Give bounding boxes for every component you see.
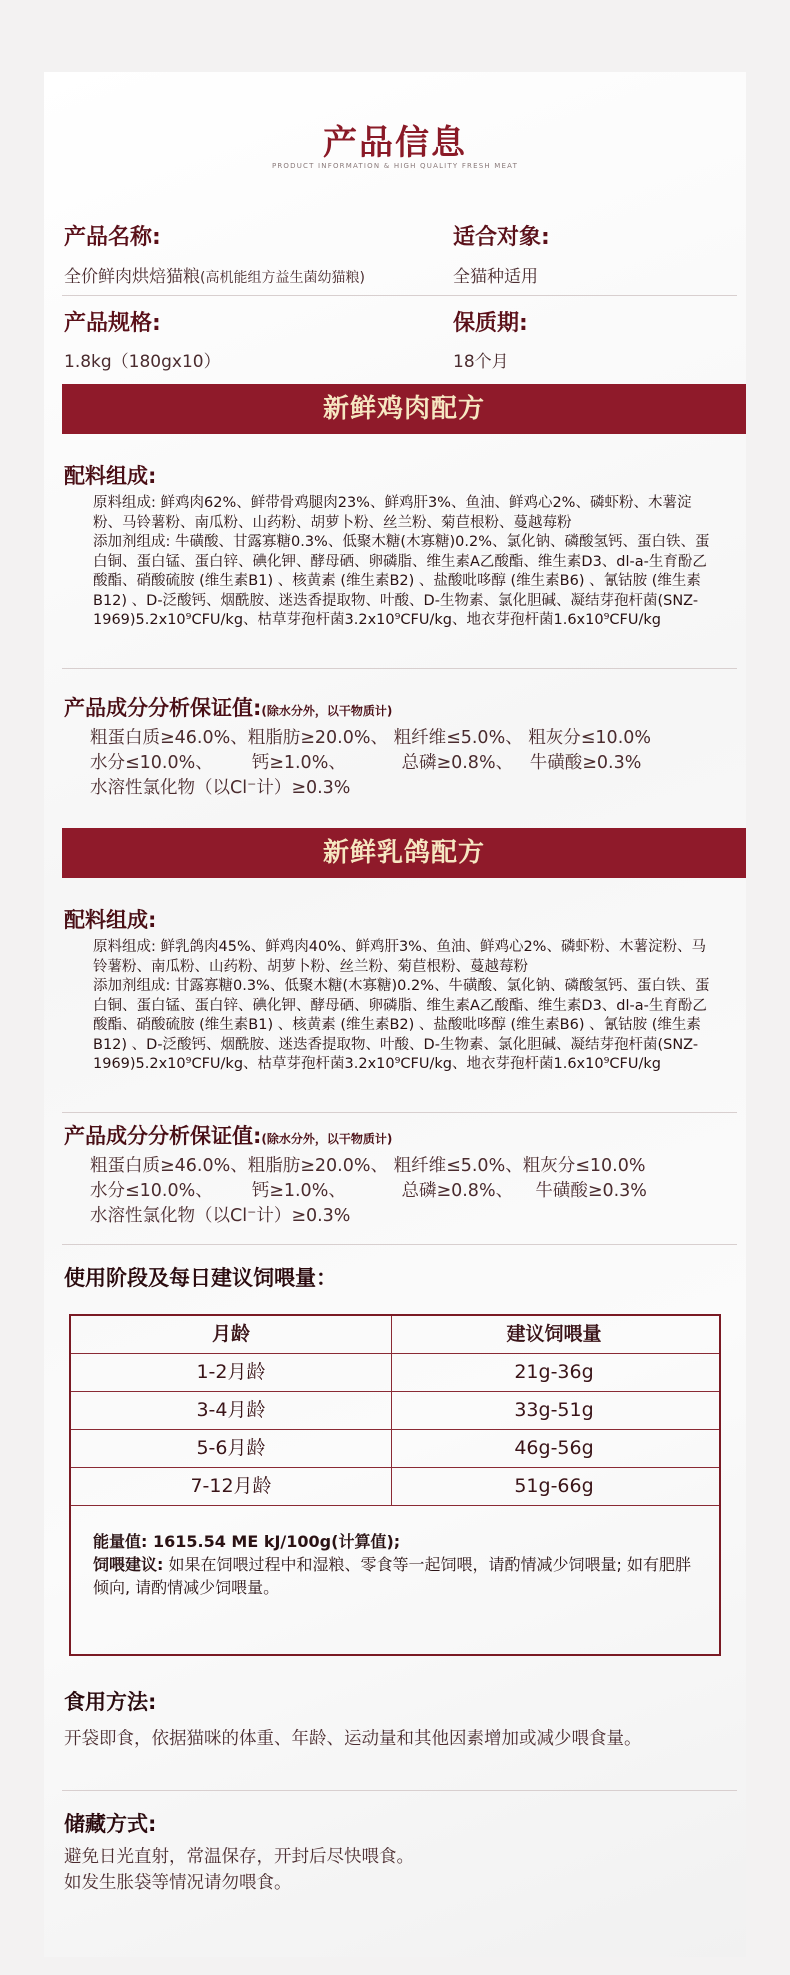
amount-cell: 33g-51g — [391, 1392, 716, 1429]
chicken-ingredients-text — [93, 494, 711, 631]
chicken-analysis-heading: 产品成分分析保证值: — [64, 696, 262, 720]
analysis-line: 粗蛋白质≥46.0%、粗脂肪≥20.0%、 粗纤维≤5.0%、 粗灰分≤10.0% — [90, 728, 652, 748]
pigeon-ingredients-title: 配料组成: — [64, 908, 157, 932]
product-name-text: 全价鲜肉烘焙猫粮 — [64, 267, 200, 287]
advice-text: 如果在饲喂过程中和湿粮、零食等一起饲喂，请酌情减少饲喂量; 如有肥胖倾向, 请酌情减少饲喂量。 — [93, 1555, 691, 1597]
pigeon-analysis-note: (除水分外，以干物质计) — [261, 1132, 393, 1146]
spec-label: 产品规格: — [64, 311, 161, 336]
pigeon-formula-banner: 新鲜乳鸽配方 — [62, 828, 746, 878]
chicken-ingredients-body: 原料组成: 鲜鸡肉62%、鲜带骨鸡腿肉23%、鲜鸡肝3%、鱼油、鲜鸡心2%、磷虾粉、木薯淀粉、马铃薯粉、南瓜粉、山药粉、胡萝卜粉、丝兰粉、菊苣根粉、蔓越莓粉 添加剂组成: 牛磺酸、甘露寡糖0.3%、低聚木糖(木寡糖)0.2%、氯化钠、磷酸氢钙、蛋白铁、蛋白铜、蛋白锰、蛋白锌、碘化钾、酵母硒、卵磷脂、维生素A乙酸酯、维生素D3、dl-a-生育酚乙酸酯、硝酸硫胺 (维生素B1) 、核黄素 (维生素B2) 、盐酸吡哆醇 (维生素B6) 、氰钴胺 (维生素B12) 、D-泛酸钙、烟酰胺、迷迭香提取物、叶酸、D-生物素、氯化胆碱、凝结芽孢杆菌(SNZ-1969)5.2x10⁹CFU/kg、枯草芽孢杆菌3.2x10⁹CFU/kg、地衣芽孢杆菌1.6x10⁹CFU/kg — [93, 495, 710, 628]
feeding-advice — [93, 1553, 693, 1599]
age-cell: 7-12月龄 — [190, 1475, 272, 1497]
analysis-line: 水分≤10.0%、 钙≥1.0%、 总磷≥0.8%、 牛磺酸≥0.3% — [90, 753, 642, 773]
header-cell-amount: 建议饲喂量 — [391, 1316, 716, 1353]
chicken-analysis-values — [90, 726, 651, 801]
target-value: 全猫种适用 — [453, 267, 538, 287]
storage-line-1: 避免日光直射，常温保存，开封后尽快喂食。 — [64, 1847, 414, 1867]
product-name-note: (高机能组方益生菌幼猫粮) — [200, 270, 365, 286]
amount-cell: 21g-36g — [391, 1354, 716, 1391]
pigeon-analysis-title — [64, 1120, 392, 1150]
pigeon-analysis-values — [90, 1154, 647, 1229]
table-row — [71, 1392, 719, 1430]
feeding-notes — [93, 1530, 693, 1599]
table-row — [71, 1354, 719, 1392]
energy-value: 能量值: 1615.54 ME kJ/100g(计算值); — [93, 1532, 401, 1551]
chicken-ingredients-title: 配料组成: — [64, 464, 157, 488]
pigeon-analysis-heading: 产品成分分析保证值: — [64, 1124, 262, 1148]
usage-title: 食用方法: — [64, 1690, 157, 1714]
age-cell: 1-2月龄 — [196, 1361, 266, 1383]
chicken-formula-banner: 新鲜鸡肉配方 — [62, 384, 746, 434]
table-row — [71, 1430, 719, 1468]
chicken-analysis-note: (除水分外，以干物质计) — [261, 704, 393, 718]
target-label: 适合对象: — [453, 225, 550, 250]
amount-cell: 46g-56g — [391, 1430, 716, 1467]
feeding-title: 使用阶段及每日建议饲喂量： — [64, 1266, 337, 1290]
analysis-line: 水溶性氯化物（以Cl⁻计）≥0.3% — [90, 1206, 351, 1226]
table-header-row — [71, 1316, 719, 1354]
page-title: 产品信息 — [323, 123, 467, 163]
divider — [62, 1244, 737, 1245]
product-name-label: 产品名称: — [64, 225, 161, 250]
shelf-life-value: 18个月 — [453, 352, 509, 372]
age-cell: 3-4月龄 — [196, 1399, 266, 1421]
storage-title: 储藏方式: — [64, 1812, 157, 1836]
analysis-line: 粗蛋白质≥46.0%、粗脂肪≥20.0%、 粗纤维≤5.0%、粗灰分≤10.0% — [90, 1156, 646, 1176]
pigeon-ingredients-body: 原料组成: 鲜乳鸽肉45%、鲜鸡肉40%、鲜鸡肝3%、鱼油、鲜鸡心2%、磷虾粉、木薯淀粉、马铃薯粉、南瓜粉、山药粉、胡萝卜粉、丝兰粉、菊苣根粉、蔓越莓粉 添加剂组成: 甘露寡糖0.3%、低聚木糖(木寡糖)0.2%、牛磺酸、氯化钠、磷酸氢钙、蛋白铁、蛋白铜、蛋白锰、蛋白锌、碘化钾、酵母硒、卵磷脂、维生素A乙酸酯、维生素D3、dl-a-生育酚乙酸酯、硝酸硫胺 (维生素B1) 、核黄素 (维生素B2) 、盐酸吡哆醇 (维生素B6) 、氰钴胺 (维生素B12) 、D-泛酸钙、烟酰胺、迷迭香提取物、叶酸、D-生物素、氯化胆碱、凝结芽孢杆菌(SNZ-1969)5.2x10⁹CFU/kg、枯草芽孢杆菌3.2x10⁹CFU/kg、地衣芽孢杆菌1.6x10⁹CFU/kg — [93, 939, 710, 1072]
divider — [62, 668, 737, 669]
spec-value: 1.8kg（180gx10） — [64, 352, 221, 372]
header-cell-age: 月龄 — [211, 1323, 250, 1345]
chicken-analysis-title — [64, 692, 392, 722]
analysis-line: 水分≤10.0%、 钙≥1.0%、 总磷≥0.8%、 牛磺酸≥0.3% — [90, 1181, 647, 1201]
analysis-line: 水溶性氯化物（以Cl⁻计）≥0.3% — [90, 778, 351, 798]
divider — [62, 1790, 737, 1791]
age-cell: 5-6月龄 — [196, 1437, 266, 1459]
divider — [62, 295, 737, 296]
pigeon-ingredients-text — [93, 938, 711, 1075]
amount-cell: 51g-66g — [391, 1468, 716, 1505]
table-row — [71, 1468, 719, 1506]
usage-text: 开袋即食，依据猫咪的体重、年龄、运动量和其他因素增加或减少喂食量。 — [64, 1729, 642, 1749]
divider — [62, 1112, 737, 1113]
storage-line-2: 如发生胀袋等情况请勿喂食。 — [64, 1873, 292, 1893]
page-subtitle: PRODUCT INFORMATION & HIGH QUALITY FRESH MEAT — [271, 162, 519, 170]
advice-label: 饲喂建议: — [93, 1555, 164, 1574]
shelf-life-label: 保质期: — [453, 311, 528, 336]
feeding-table — [69, 1314, 721, 1656]
product-name-value — [64, 262, 365, 287]
